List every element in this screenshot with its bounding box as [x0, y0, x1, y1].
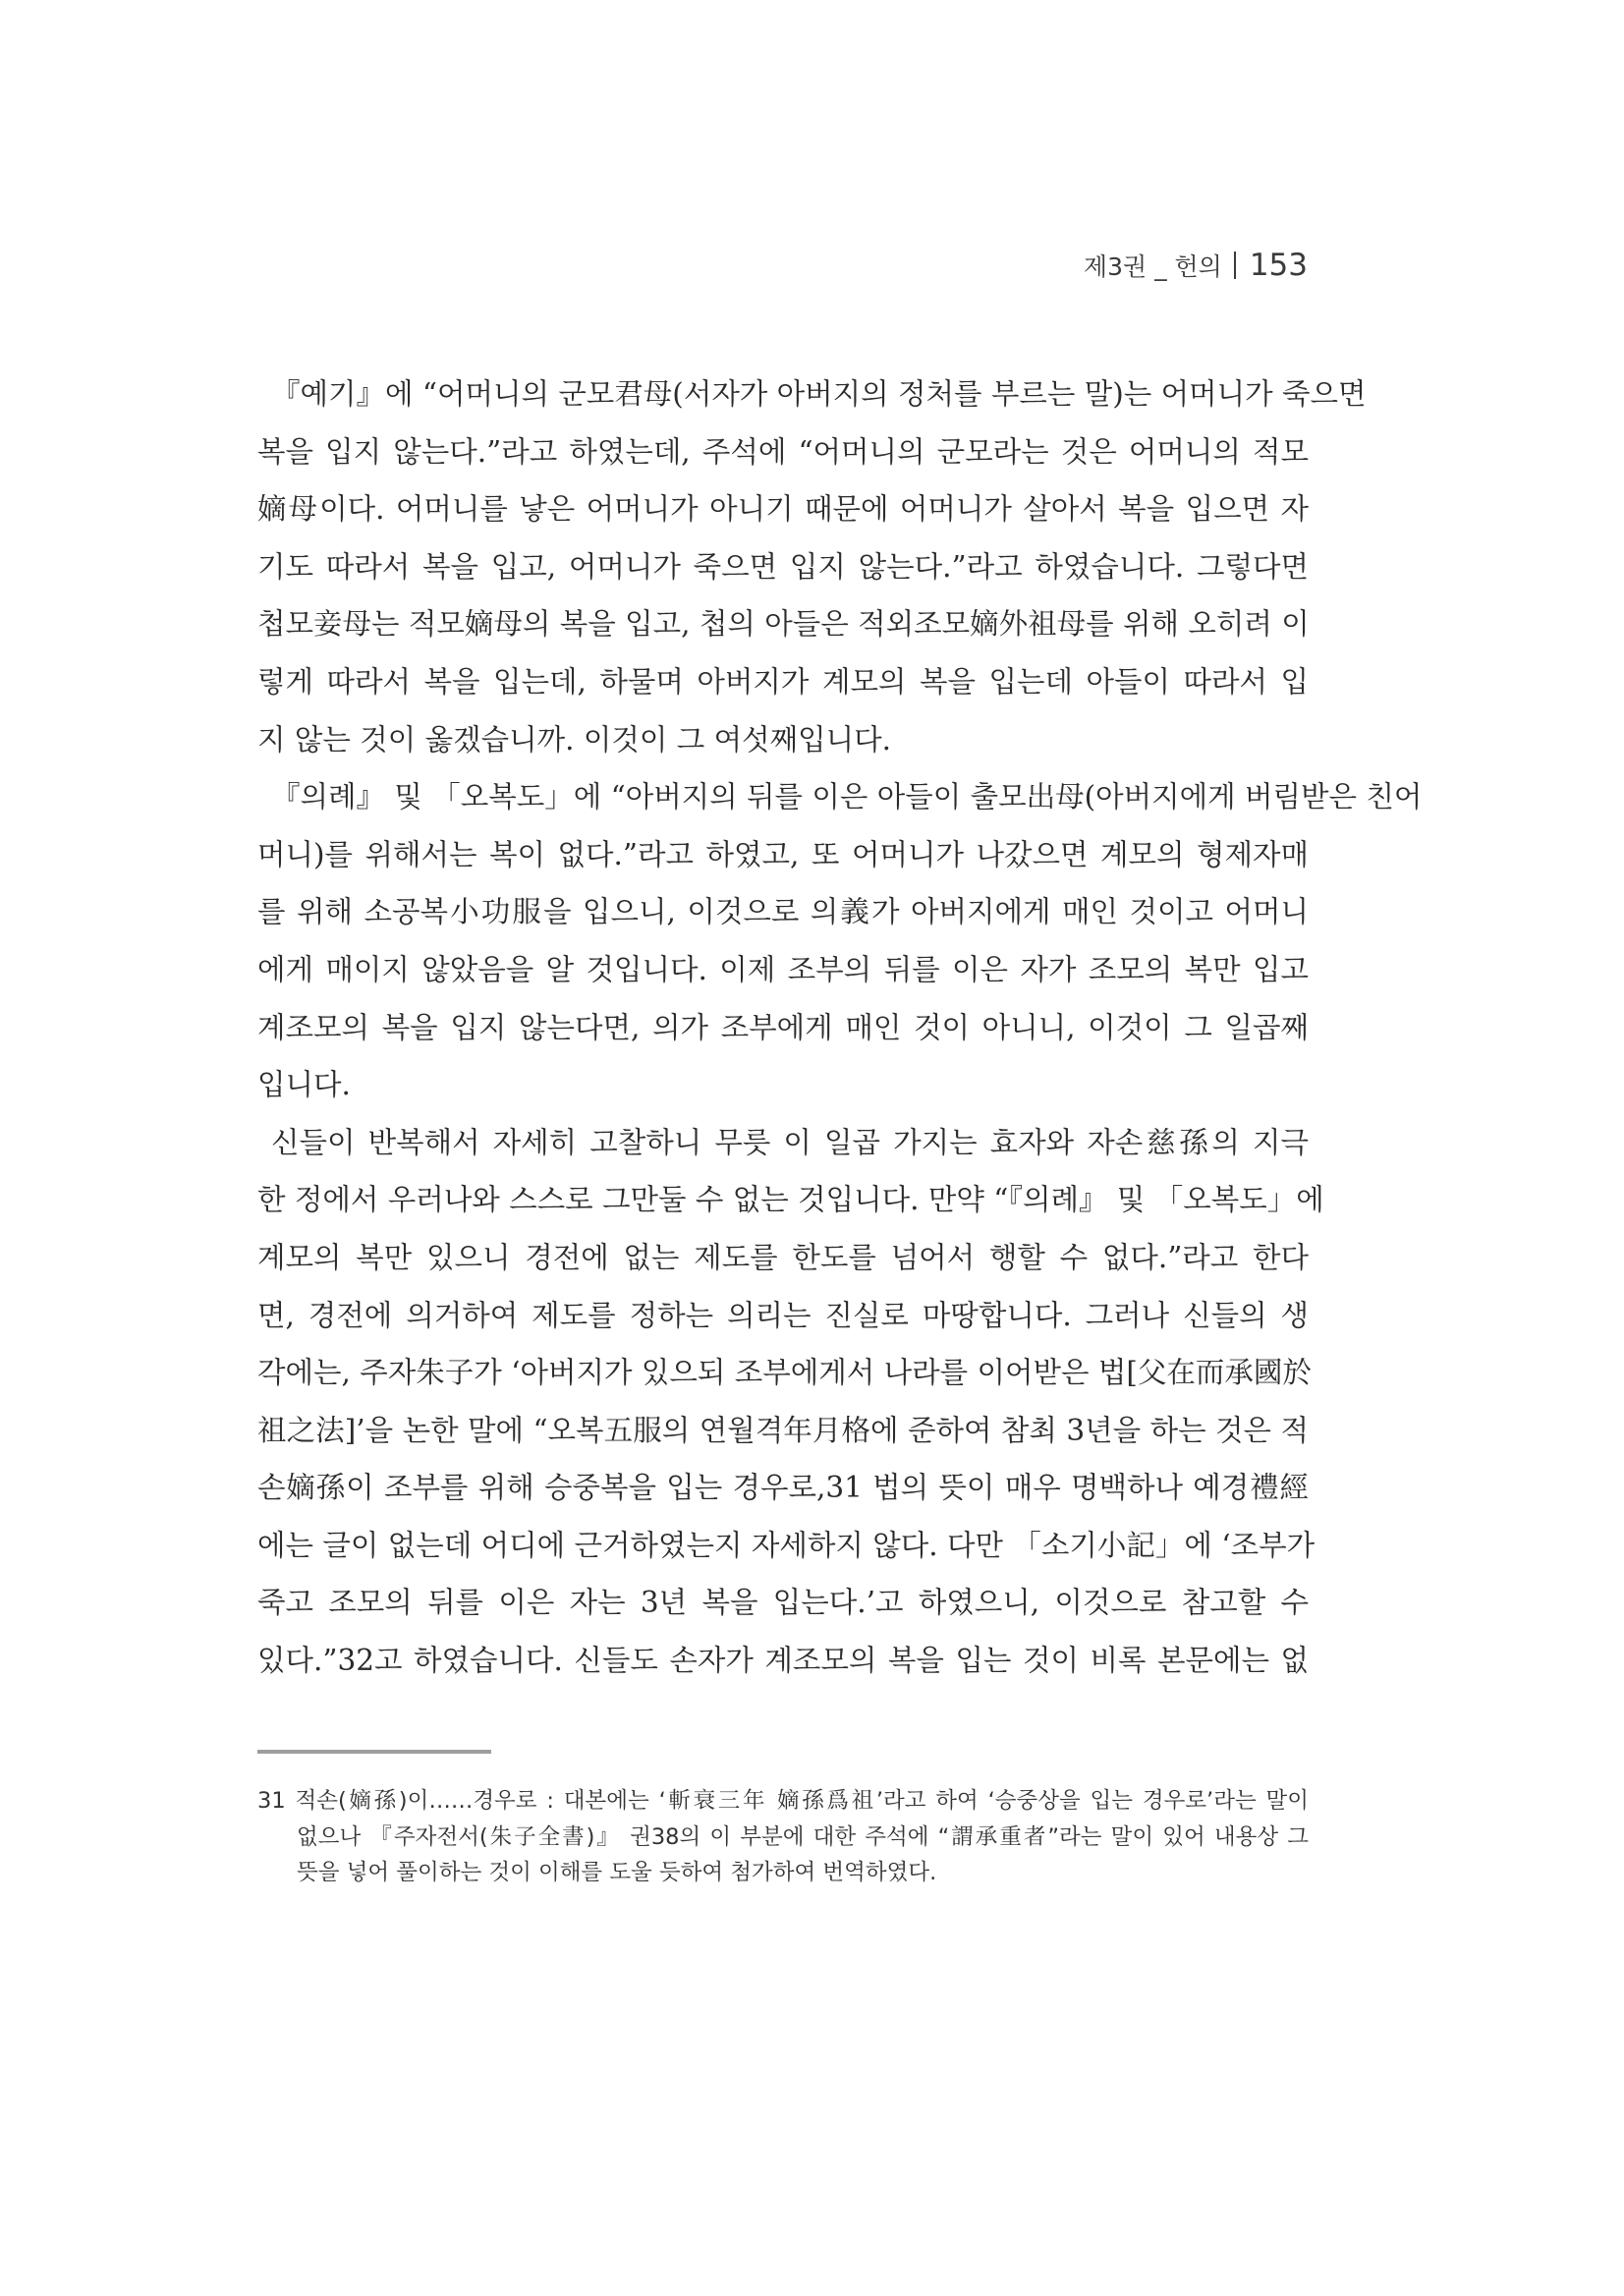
footnote-line: 31 적손(嫡孫)이……경우로 : 대본에는 ‘斬衰三年 嫡孫爲祖’라고 하여 ‘승중상을 입는 경우로’라는 말이	[257, 1788, 1309, 1814]
body-line: 렇게 따라서 복을 입는데, 하물며 아버지가 계모의 복을 입는데 아들이 따라서 입	[257, 664, 1309, 699]
body-line: 신들이 반복해서 자세히 고찰하니 무릇 이 일곱 가지는 효자와 자손慈孫의 지극	[271, 1125, 1309, 1159]
body-line: 기도 따라서 복을 입고, 어머니가 죽으면 입지 않는다.”라고 하였습니다. 그렇다면	[257, 549, 1309, 584]
running-header	[1084, 248, 1308, 283]
body-line: 있다.”32고 하였습니다. 신들도 손자가 계조모의 복을 입는 것이 비록 본문에는 없	[257, 1644, 1309, 1678]
body-line: 복을 입지 않는다.”라고 하였는데, 주석에 “어머니의 군모라는 것은 어머니의 적모	[257, 434, 1309, 469]
footnote-line: 뜻을 넣어 풀이하는 것이 이해를 도울 듯하여 첨가하여 번역하였다.	[297, 1860, 937, 1885]
body-line: 祖之法]’을 논한 말에 “오복五服의 연월격年月格에 준하여 참최 3년을 하는 것은 적	[257, 1413, 1309, 1447]
body-line: 면, 경전에 의거하여 제도를 정하는 의리는 진실로 마땅합니다. 그러나 신들의 생	[257, 1298, 1309, 1332]
body-line: 첩모妾母는 적모嫡母의 복을 입고, 첩의 아들은 적외조모嫡外祖母를 위해 오히려 이	[257, 607, 1310, 642]
body-line: 입니다.	[257, 1068, 351, 1102]
header-divider	[1234, 252, 1236, 279]
footnote-line: 없으나 『주자전서(朱子全書)』 권38의 이 부분에 대한 주석에 “謂承重者”라는 말이 있어 내용상 그	[297, 1823, 1309, 1850]
body-line: 에는 글이 없는데 어디에 근거하였는지 자세하지 않다. 다만 「소기小記」에 ‘조부가	[257, 1528, 1316, 1562]
body-line: 계조모의 복을 입지 않는다면, 의가 조부에게 매인 것이 아니니, 이것이 그 일곱째	[257, 1010, 1309, 1044]
body-line: 손嫡孫이 조부를 위해 승중복을 입는 경우로,31 법의 뜻이 매우 명백하나 예경禮經	[257, 1471, 1309, 1505]
body-line: 『예기』에 “어머니의 군모君母(서자가 아버지의 정처를 부르는 말)는 어머니가 죽으면	[271, 377, 1367, 411]
body-line: 죽고 조모의 뒤를 이은 자는 3년 복을 입는다.’고 하였으니, 이것으로 참고할 수	[257, 1586, 1309, 1620]
body-line: 지 않는 것이 옳겠습니까. 이것이 그 여섯째입니다.	[257, 722, 891, 756]
body-line: 를 위해 소공복小功服을 입으니, 이것으로 의義가 아버지에게 매인 것이고 어머니	[257, 895, 1309, 929]
page-number: 153	[1249, 248, 1308, 283]
body-line: 『의례』 및 「오복도」에 “아버지의 뒤를 이은 아들이 출모出母(아버지에게 버림받은 친어	[271, 780, 1423, 814]
body-line: 嫡母이다. 어머니를 낳은 어머니가 아니기 때문에 어머니가 살아서 복을 입으면 자	[257, 492, 1309, 527]
body-line: 머니)를 위해서는 복이 없다.”라고 하였고, 또 어머니가 나갔으면 계모의 형제자매	[257, 837, 1309, 871]
body-text	[257, 365, 1423, 1690]
body-line: 한 정에서 우러나와 스스로 그만둘 수 없는 것입니다. 만약 “『의례』 및 「오복도」에	[257, 1183, 1324, 1217]
body-line: 각에는, 주자朱子가 ‘아버지가 있으되 조부에게서 나라를 이어받은 법[父在而承國於	[257, 1356, 1312, 1390]
footnote	[257, 1783, 1309, 1891]
header-section-title: 제3권 _ 헌의	[1083, 252, 1222, 281]
body-line: 계모의 복만 있으니 경전에 없는 제도를 한도를 넘어서 행할 수 없다.”라고 한다	[257, 1240, 1309, 1274]
body-line: 에게 매이지 않았음을 알 것입니다. 이제 조부의 뒤를 이은 자가 조모의 복만 입고	[257, 952, 1309, 986]
footnote-divider	[257, 1750, 491, 1754]
